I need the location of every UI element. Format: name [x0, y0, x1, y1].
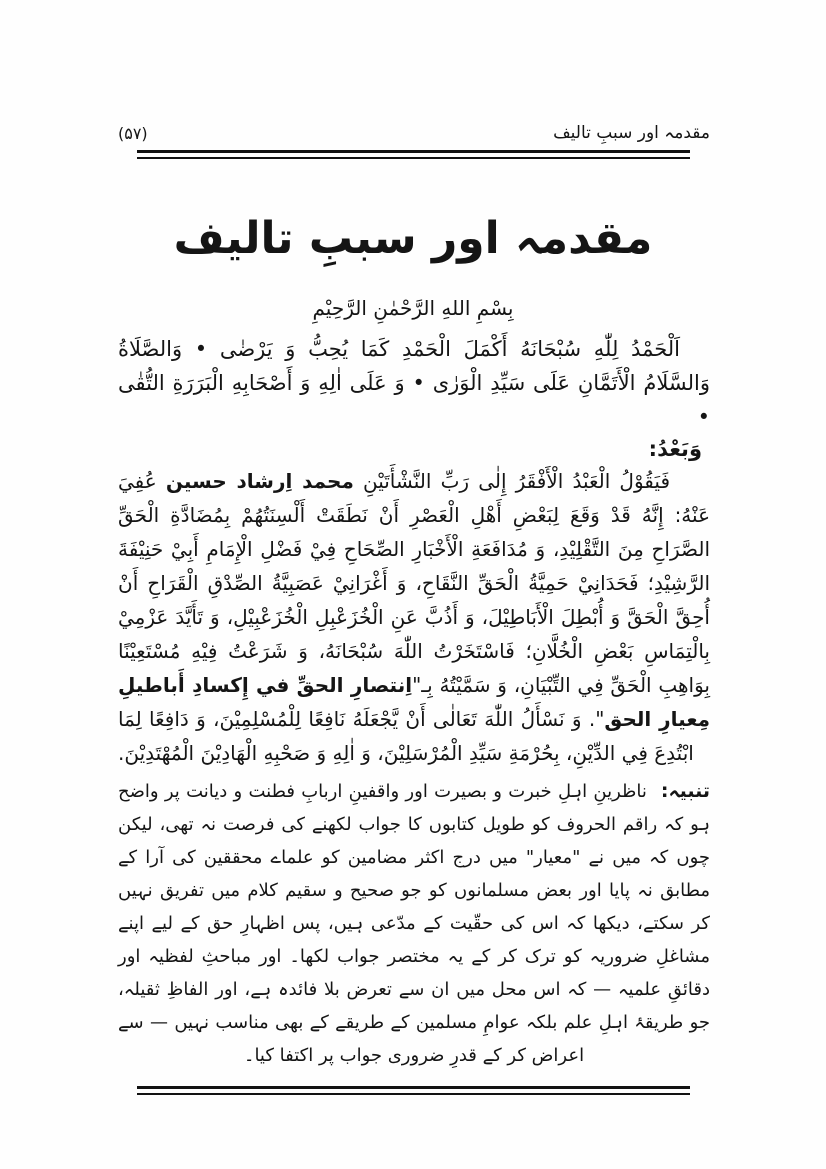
author-name: محمد اِرشاد حسين: [165, 469, 354, 493]
arabic-text-part-1: فَيَقُوْلُ الْعَبْدُ الْأَفْقَرُ إِلٰى رَبِّ النَّشْأَتَيْنِ: [353, 469, 671, 493]
arabic-paragraph: [118, 464, 710, 770]
page-header: [118, 0, 710, 143]
tanbih-text: ناظرینِ اہلِ خبرت و بصیرت اور واقفینِ اربابِ فطنت و دیانت پر واضح ہو کہ راقم الحروف کو طویل کتابوں کا جواب لکھنے کی فرصت نہ تھی، لیکن چوں کہ میں نے "معیار" میں درج اکثر مضامین کو علماے محققین کی آرا کے مطابق نہ پایا اور بعض مسلمانوں کو جو صحیح و سقیم کلام میں تفریق نہیں کر سکتے، دیکھا کہ اس کی حقّیت کے مدّعی ہیں، پس اظہارِ حق کے لیے اپنے مشاغلِ ضروریہ کو ترک کر کے یہ مختصر جواب لکھا۔ اور مباحثِ لفظیہ اور دقائقِ علمیہ — کہ اس محل میں ان سے تعرض بلا فائدہ ہے، اور الفاظِ ثقیلہ، جو طریقۂ اہلِ علم بلکہ عوامِ مسلمین کے طریقے کے بھی مناسب نہیں — سے اعراض کر کے قدرِ ضروری جواب پر اکتفا کیا۔: [118, 781, 710, 1066]
basmala: بِسْمِ اللهِ الرَّحْمٰنِ الرَّحِيْمِ: [312, 296, 514, 320]
header-rule: [137, 150, 690, 159]
tanbih-paragraph: [118, 775, 710, 1072]
running-title: مقدمہ اور سببِ تالیف: [553, 123, 710, 143]
chapter-title: مقدمہ اور سببِ تالیف: [173, 213, 653, 264]
arabic-text-part-2: عُفِيَ عَنْهُ: إِنَّهُ قَدْ وَقَعَ لِبَعْضِ أَهْلِ الْعَصْرِ أَنْ نَطَقَتْ أَلْسِنَتُهُمْ بِمُضَادَّةِ الْحَقِّ الصَّرَاحِ مِنَ التَّقْلِيْدِ، وَ مُدَافَعَةِ الْأَخْبَارِ الصِّحَاحِ فِيْ فَضْلِ الْإِمَامِ أَبِيْ حَنِيْفَةَ الرَّشِيْدِ؛ فَحَدَانِيْ حَمِيَّةُ الْحَقِّ النَّقَاحِ، وَ أَغْرَانِيْ عَصَبِيَّةُ الصِّدْقِ الْقَرَاحِ أَنْ أُحِقَّ الْحَقَّ وَ أُبْطِلَ الْأَبَاطِيْلَ، وَ أَذُبَّ عَنِ الْخُزَعْبِلِ الْخُزَعْبِيْلِ، وَ تَأَيَّدَ عَزْمِيْ بِالْتِمَاسِ بَعْضِ الْخُلَّانِ؛ فَاسْتَخَرْتُ اللّٰهَ سُبْحَانَهُ، وَ شَرَعْتُ فِيْهِ مُسْتَعِيْنًا بِوَاهِبِ الْحَقِّ فِي التِّبْيَانِ، وَ سَمَّيْتُهُ بِـ": [118, 469, 710, 697]
footer-rule: [137, 1086, 690, 1095]
page-number: (۵۷): [118, 124, 148, 143]
hamd-paragraph: اَلْحَمْدُ لِلّٰهِ سُبْحَانَهُ أَكْمَلَ الْحَمْدِ كَمَا يُحِبُّ وَ يَرْضٰى • وَالصَّلَاةُ وَالسَّلَامُ الْأَتَمَّانِ عَلَى سَيِّدِ الْوَرٰى • وَ عَلَى اٰلِهِ وَ أَصْحَابِهِ الْبَرَرَةِ التُّقٰى •: [118, 337, 710, 429]
arabic-text-part-3: ". وَ نَسْأَلُ اللّٰهَ تَعَالٰى أَنْ يَّجْعَلَهُ نَافِعًا لِلْمُسْلِمِيْنَ، وَ دَافِعًا لِمَا ابْتُدِعَ فِي الدِّيْنِ، بِحُرْمَةِ سَيِّدِ الْمُرْسَلِيْنَ، وَ اٰلِهِ وَ صَحْبِهِ الْهَادِيْنَ الْمُهْتَدِيْنَ.: [118, 707, 694, 765]
book-title: اِنتصارِ الحقِّ في إِكسادِ أَباطيلِ مِعيارِ الحق: [118, 673, 710, 731]
tanbih-label: تنبیہ:: [660, 780, 710, 802]
wa-badu-heading: وَبَعْدُ:: [648, 437, 702, 461]
body-text: [118, 332, 710, 1072]
